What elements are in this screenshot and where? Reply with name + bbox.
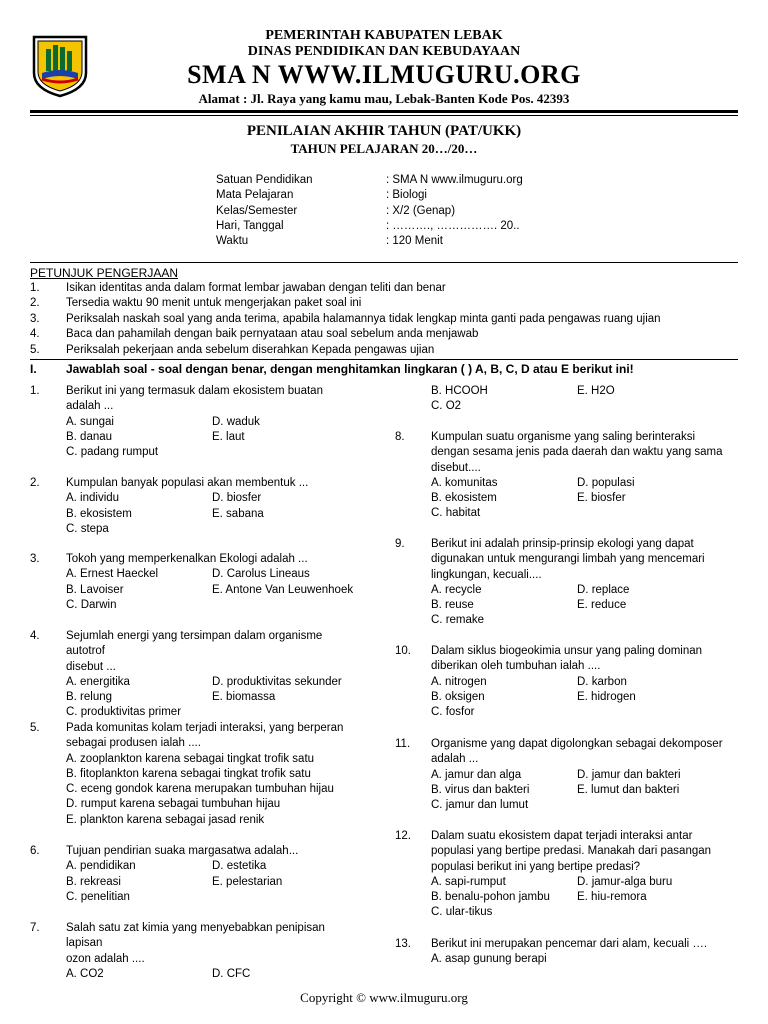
- answer-options: [66, 752, 360, 828]
- identity-label: Hari, Tanggal: [216, 220, 284, 232]
- instruction-text: Tersedia waktu 90 menit untuk mengerjakan paket soal ini: [66, 297, 362, 310]
- answer-option[interactable]: D. karbon: [577, 675, 627, 688]
- question-item: [30, 552, 360, 613]
- answer-options: [431, 384, 725, 415]
- question-number: 13.: [395, 938, 411, 950]
- answer-option-row: [66, 522, 360, 537]
- question-text: Organisme yang dapat digolongkan sebagai dekomposer adalah ...: [431, 738, 723, 766]
- question-number: 11.: [395, 738, 411, 750]
- answer-option[interactable]: A. recycle: [431, 583, 482, 596]
- question-text: Kumpulan banyak populasi akan membentuk ...: [66, 477, 309, 489]
- answer-option-row: [66, 875, 360, 890]
- answer-option[interactable]: E. reduce: [577, 599, 627, 612]
- answer-option-row: [431, 506, 725, 521]
- answer-option[interactable]: D. populasi: [577, 476, 635, 489]
- answer-option[interactable]: D. estetika: [212, 860, 267, 873]
- footer-copyright: Copyright © www.ilmuguru.org: [300, 990, 468, 1005]
- answer-option-row: [66, 567, 360, 582]
- question-text: Tokoh yang memperkenalkan Ekologi adalah ...: [66, 553, 308, 565]
- answer-option[interactable]: E. pelestarian: [212, 875, 283, 888]
- question-number: 10.: [395, 645, 411, 657]
- answer-option[interactable]: D. replace: [577, 583, 630, 596]
- answer-option[interactable]: B. ekosistem: [431, 492, 497, 505]
- answer-option-row: [66, 445, 360, 460]
- answer-option-row: [66, 967, 360, 982]
- answer-option[interactable]: C. padang rumput: [66, 446, 159, 459]
- identity-value: : ………., ……………. 20..: [386, 220, 520, 232]
- answer-option[interactable]: A. jamur dan alga: [431, 768, 522, 781]
- question-item: [395, 430, 725, 522]
- answer-option[interactable]: B. benalu-pohon jambu: [431, 891, 550, 904]
- answer-option[interactable]: B. rekreasi: [66, 875, 121, 888]
- identity-divider: [30, 262, 738, 263]
- answer-options: [431, 476, 725, 522]
- section-number: I.: [30, 362, 37, 376]
- answer-option[interactable]: C. penelitian: [66, 890, 130, 903]
- answer-option[interactable]: C. jamur dan lumut: [431, 799, 529, 812]
- answer-option-row: [431, 598, 725, 613]
- exam-year: TAHUN PELAJARAN 20…/20…: [290, 141, 478, 156]
- answer-option-row: [431, 783, 725, 798]
- answer-option-row: [431, 399, 725, 414]
- answer-option-row: [66, 767, 360, 782]
- answer-option-row: [66, 797, 360, 812]
- header-school-name: SMA N WWW.ILMUGURU.ORG: [187, 60, 581, 89]
- answer-option[interactable]: B. ekosistem: [66, 507, 132, 520]
- answer-option[interactable]: E. Antone Van Leuwenhoek: [212, 583, 354, 596]
- answer-option[interactable]: E. sabana: [212, 507, 264, 520]
- answer-option-row: [66, 890, 360, 905]
- answer-option[interactable]: C. ular-tikus: [431, 906, 493, 919]
- answer-option[interactable]: A. CO2: [66, 967, 104, 980]
- answer-option[interactable]: D. jamur dan bakteri: [577, 768, 681, 781]
- question-number: 4.: [30, 630, 40, 642]
- answer-option-row: [66, 507, 360, 522]
- answer-options: [66, 415, 360, 461]
- answer-option[interactable]: E. plankton karena sebagai jasad renik: [66, 813, 265, 826]
- answer-options: [431, 768, 725, 814]
- answer-option-row: [66, 491, 360, 506]
- answer-option[interactable]: A. Ernest Haeckel: [66, 568, 159, 581]
- instruction-number: 1.: [30, 282, 40, 294]
- answer-option-row: [66, 813, 360, 828]
- answer-option[interactable]: E. biomassa: [212, 691, 276, 704]
- answer-option[interactable]: B. Lavoiser: [66, 583, 124, 596]
- question-text: Dalam siklus biogeokimia unsur yang paling dominan diberikan oleh tumbuhan ialah ....: [431, 645, 703, 673]
- question-item: [30, 721, 360, 828]
- answer-option[interactable]: A. sungai: [66, 415, 114, 428]
- identity-value: : X/2 (Genap): [386, 205, 456, 217]
- instruction-number: 2.: [30, 297, 40, 310]
- answer-option[interactable]: E. hidrogen: [577, 690, 636, 703]
- answer-options: [66, 491, 360, 537]
- identity-label: Satuan Pendidikan: [216, 174, 313, 186]
- answer-option-row: [431, 690, 725, 705]
- answer-options: [431, 675, 725, 721]
- identity-label: Kelas/Semester: [216, 205, 298, 217]
- answer-option-row: [66, 598, 360, 613]
- answer-option-row: [431, 384, 725, 399]
- answer-option-row: [431, 798, 725, 813]
- answer-option[interactable]: B. reuse: [431, 599, 474, 612]
- question-number: 1.: [30, 385, 40, 397]
- answer-option-row: [66, 859, 360, 874]
- answer-option[interactable]: A. pendidikan: [66, 860, 136, 873]
- answer-option[interactable]: A. energitika: [66, 675, 130, 688]
- question-item: [395, 644, 725, 720]
- header-divider-thin: [30, 115, 738, 116]
- answer-option[interactable]: D. rumput karena sebagai tumbuhan hijau: [66, 798, 281, 811]
- question-item: [30, 921, 360, 982]
- question-item: [395, 937, 725, 968]
- instruction-number: 3.: [30, 312, 40, 325]
- identity-label: Mata Pelajaran: [216, 189, 294, 201]
- answer-option[interactable]: D. CFC: [212, 967, 251, 980]
- answer-option[interactable]: E. laut: [212, 430, 245, 443]
- answer-option[interactable]: C. stepa: [66, 522, 109, 535]
- answer-option[interactable]: E. hiu-remora: [577, 891, 647, 904]
- answer-option-row: [431, 583, 725, 598]
- answer-option-row: [431, 476, 725, 491]
- answer-option-row: [431, 705, 725, 720]
- answer-option[interactable]: C. remake: [431, 614, 485, 627]
- header-government: PEMERINTAH KABUPATEN LEBAK: [265, 28, 503, 43]
- answer-option-row: [431, 613, 725, 628]
- answer-option-row: [66, 583, 360, 598]
- answer-option[interactable]: A. zooplankton karena sebagai tingkat trofik satu: [66, 752, 315, 765]
- answer-option[interactable]: A. individu: [66, 492, 120, 505]
- answer-options: [66, 675, 360, 721]
- instructions-divider: [30, 359, 738, 360]
- answer-option[interactable]: C. fosfor: [431, 706, 475, 719]
- question-number: 3.: [30, 553, 40, 565]
- identity-label: Waktu: [216, 235, 249, 247]
- identity-value: : 120 Menit: [386, 235, 443, 247]
- question-text: Sejumlah energi yang tersimpan dalam organisme autotrof disebut ...: [66, 630, 323, 673]
- answer-option[interactable]: A. sapi-rumput: [431, 875, 506, 888]
- answer-option-row: [66, 675, 360, 690]
- question-item: [30, 629, 360, 721]
- question-text: Salah satu zat kimia yang menyebabkan penipisan lapisan ozon adalah ....: [66, 922, 325, 965]
- answer-option[interactable]: B. virus dan bakteri: [431, 783, 530, 796]
- question-item: [395, 829, 725, 921]
- instruction-text: Periksalah naskah soal yang anda terima, apabila halamannya tidak lengkap minta ganti pada pengawas ruang ujian: [66, 312, 661, 325]
- answer-option[interactable]: D. Carolus Lineaus: [212, 568, 310, 581]
- instructions-heading: PETUNJUK PENGERJAAN: [30, 266, 179, 280]
- answer-options: [66, 967, 360, 982]
- instruction-text: Periksalah pekerjaan anda sebelum diserahkan Kepada pengawas ujian: [66, 343, 435, 356]
- question-text: Tujuan pendirian suaka margasatwa adalah...: [66, 845, 299, 857]
- question-number: 12.: [395, 830, 411, 842]
- answer-option-row: [431, 890, 725, 905]
- question-number: 6.: [30, 845, 40, 857]
- answer-option[interactable]: D. biosfer: [212, 492, 262, 505]
- question-number: 8.: [395, 431, 405, 443]
- question-item: [30, 476, 360, 537]
- question-text: Kumpulan suatu organisme yang saling berinteraksi dengan sesama jenis pada daerah dan waktu yang sama disebut....: [431, 431, 723, 474]
- answer-option-row: [431, 491, 725, 506]
- section-instruction: Jawablah soal - soal dengan benar, dengan menghitamkan lingkaran ( ) A, B, C, D atau E berikut ini!: [66, 362, 634, 376]
- answer-option-row: [66, 415, 360, 430]
- answer-option[interactable]: C. O2: [431, 400, 462, 413]
- question-text: Dalam suatu ekosistem dapat terjadi interaksi antar populasi yang bertipe predasi. Manakah dari pasangan populasi berikut ini yang bertipe predasi?: [431, 830, 712, 873]
- answer-option[interactable]: D. waduk: [212, 415, 260, 428]
- answer-option[interactable]: D. jamur-alga buru: [577, 875, 673, 888]
- exam-title: PENILAIAN AKHIR TAHUN (PAT/UKK): [246, 123, 522, 139]
- answer-option[interactable]: E. lumut dan bakteri: [577, 783, 680, 796]
- answer-option[interactable]: C. produktivitas primer: [66, 706, 182, 719]
- instruction-text: Baca dan pahamilah dengan baik pernyataan atau soal sebelum anda menjawab: [66, 328, 479, 341]
- answer-option-row: [431, 875, 725, 890]
- question-text: Pada komunitas kolam terjadi interaksi, yang berperan sebagai produsen ialah ....: [66, 722, 344, 750]
- answer-option-row: [66, 430, 360, 445]
- answer-option-row: [66, 690, 360, 705]
- answer-options: [66, 567, 360, 613]
- question-number: 9.: [395, 538, 405, 550]
- question-text: Berikut ini yang termasuk dalam ekosistem buatan adalah ...: [66, 385, 323, 413]
- answer-option-row: [431, 675, 725, 690]
- answer-option-row: [66, 752, 360, 767]
- identity-value: : SMA N www.ilmuguru.org: [386, 174, 523, 186]
- header-divider-thick: [30, 110, 738, 113]
- question-item: [30, 844, 360, 905]
- question-text: Berikut ini adalah prinsip-prinsip ekologi yang dapat digunakan untuk mengurangi limbah yang mencemari lingkungan, kecuali....: [431, 538, 705, 581]
- question-item: [395, 737, 725, 813]
- answer-option[interactable]: A. komunitas: [431, 476, 498, 489]
- answer-option-row: [431, 768, 725, 783]
- answer-option-row: [66, 705, 360, 720]
- answer-options: [431, 875, 725, 921]
- question-item: [395, 537, 725, 629]
- letterhead: [0, 0, 768, 110]
- identity-value: : Biologi: [386, 189, 427, 201]
- answer-option[interactable]: B. danau: [66, 430, 113, 443]
- answer-option[interactable]: C. Darwin: [66, 598, 117, 611]
- question-number: 7.: [30, 922, 40, 934]
- answer-option-row: [66, 782, 360, 797]
- answer-option[interactable]: B. HCOOH: [431, 385, 488, 397]
- instruction-number: 4.: [30, 328, 40, 341]
- answer-option-row: [431, 952, 725, 967]
- answer-options: [66, 859, 360, 905]
- question-text: Berikut ini merupakan pencemar dari alam, kecuali ….: [431, 938, 708, 950]
- header-address: Alamat : Jl. Raya yang kamu mau, Lebak-Banten Kode Pos. 42393: [198, 91, 570, 106]
- question-number: 5.: [30, 722, 40, 734]
- answer-option[interactable]: A. asap gunung berapi: [431, 953, 547, 966]
- answer-option[interactable]: B. fitoplankton karena sebagai tingkat trofik satu: [66, 767, 311, 780]
- answer-options: [431, 583, 725, 629]
- answer-option[interactable]: A. nitrogen: [431, 675, 487, 688]
- answer-option[interactable]: C. eceng gondok karena merupakan tumbuhan hijau: [66, 783, 334, 796]
- question-item: [395, 384, 725, 415]
- instruction-number: 5.: [30, 343, 40, 356]
- instruction-text: Isikan identitas anda dalam format lembar jawaban dengan teliti dan benar: [66, 282, 446, 294]
- question-item: [30, 384, 360, 460]
- answer-option[interactable]: E. biosfer: [577, 492, 626, 505]
- answer-option[interactable]: C. habitat: [431, 507, 481, 520]
- header-department: DINAS PENDIDIKAN DAN KEBUDAYAAN: [247, 44, 521, 59]
- answer-options: [431, 952, 725, 967]
- answer-option-row: [431, 905, 725, 920]
- answer-option[interactable]: E. H2O: [577, 385, 615, 397]
- answer-option[interactable]: B. relung: [66, 691, 113, 704]
- answer-option[interactable]: B. oksigen: [431, 690, 485, 703]
- question-number: 2.: [30, 477, 40, 489]
- answer-option[interactable]: D. produktivitas sekunder: [212, 675, 342, 688]
